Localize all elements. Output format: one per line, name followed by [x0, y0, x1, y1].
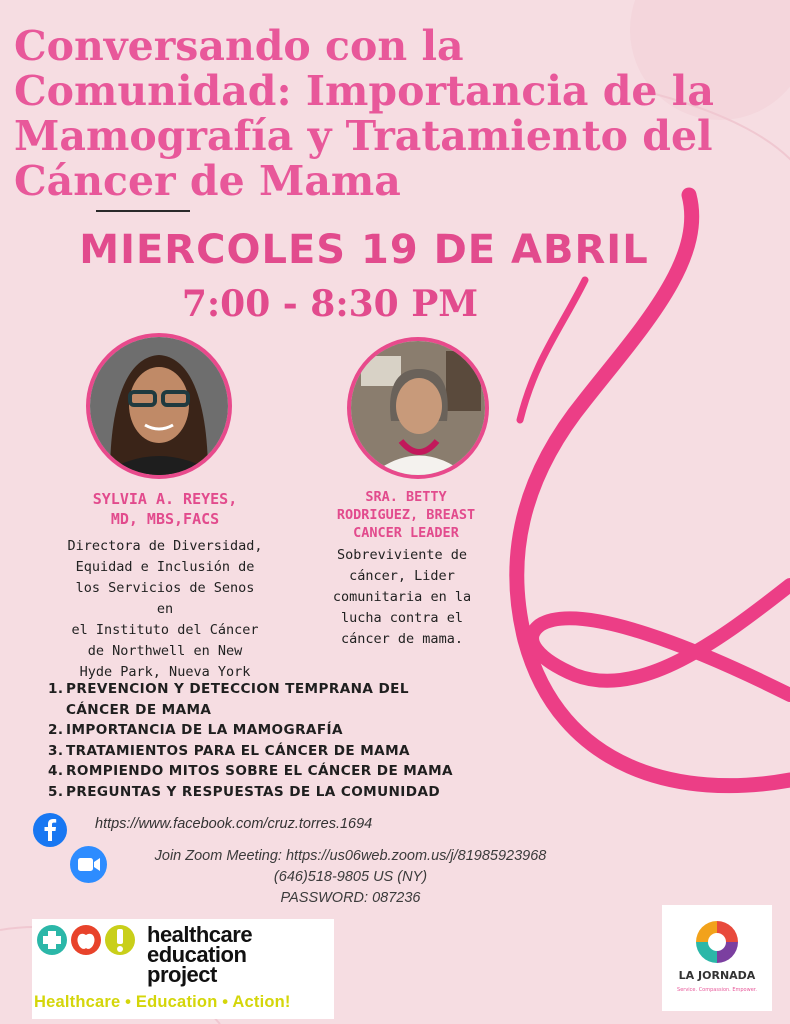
speaker-description-reyes: Directora de Diversidad, Equidad e Inclusión de los Servicios de Senos en el Instituto del Cáncer de Northwell en New Hyde Park, Nueva York	[67, 538, 263, 680]
healthcare-education-project-logo	[32, 919, 334, 1019]
facebook-icon[interactable]	[33, 813, 67, 847]
topic-item	[48, 782, 453, 803]
exclamation-icon	[105, 925, 135, 955]
la-jornada-logo	[662, 905, 772, 1011]
topic-text: PREVENCION Y DETECCION TEMPRANA DEL CÁNCER DE MAMA	[66, 681, 409, 718]
topics-list	[48, 679, 453, 802]
topic-item	[48, 679, 453, 720]
hep-tagline: Healthcare • Education • Action!	[34, 993, 291, 1011]
speaker-name-reyes: SYLVIA A. REYES, MD, MBS,FACS	[92, 490, 238, 528]
zoom-info	[128, 846, 573, 909]
topic-item	[48, 720, 453, 741]
speaker-name-rodriguez: SRA. BETTY RODRIGUEZ, BREAST CANCER LEADER	[336, 489, 476, 541]
la-jornada-emblem-icon	[694, 919, 740, 965]
topic-text: ROMPIENDO MITOS SOBRE EL CÁNCER DE MAMA	[66, 763, 453, 779]
topic-number: 5.	[48, 783, 64, 800]
speaker-description-rodriguez: Sobreviviente de cáncer, Lider comunitaria en la lucha contra el cáncer de mama.	[332, 547, 472, 647]
event-time: 7:00 - 8:30 PM	[181, 283, 479, 325]
zoom-phone: (646)518-9805 US (NY)	[273, 869, 428, 885]
topic-number: 4.	[48, 763, 64, 779]
title-line: Mamografía y Tratamiento del	[14, 112, 713, 160]
speaker-photo-reyes	[86, 333, 232, 479]
topic-text: PREGUNTAS Y RESPUESTAS DE LA COMUNIDAD	[66, 783, 441, 800]
zoom-icon[interactable]	[70, 846, 107, 883]
topic-text: TRATAMIENTOS PARA EL CÁNCER DE MAMA	[66, 742, 410, 759]
apple-icon	[71, 925, 101, 955]
title-line: Cáncer de Mama	[14, 157, 401, 205]
title-line: Comunidad: Importancia de la	[14, 67, 714, 115]
topic-text: IMPORTANCIA DE LA MAMOGRAFÍA	[66, 722, 343, 738]
topic-number: 2.	[48, 722, 64, 738]
event-date: MIERCOLES 19 DE ABRIL	[79, 227, 649, 273]
zoom-meeting-link[interactable]: Join Zoom Meeting: https://us06web.zoom.us/j/81985923968	[154, 848, 547, 864]
topic-number: 1.	[48, 681, 64, 697]
topic-item	[48, 741, 453, 762]
la-jornada-name: LA JORNADA	[678, 969, 756, 982]
la-jornada-tagline: Service. Compassion. Empower.	[677, 987, 757, 993]
title-underline	[96, 210, 190, 212]
hep-name: healthcare education project	[147, 922, 253, 987]
title-line: Conversando con la	[14, 22, 464, 70]
speaker-photo-rodriguez	[347, 337, 489, 479]
zoom-password: PASSWORD: 087236	[280, 890, 421, 906]
topic-item	[48, 761, 453, 782]
plus-icon	[37, 925, 67, 955]
page-title	[14, 24, 774, 204]
facebook-link[interactable]: https://www.facebook.com/cruz.torres.1694	[95, 816, 373, 832]
topic-number: 3.	[48, 742, 64, 759]
